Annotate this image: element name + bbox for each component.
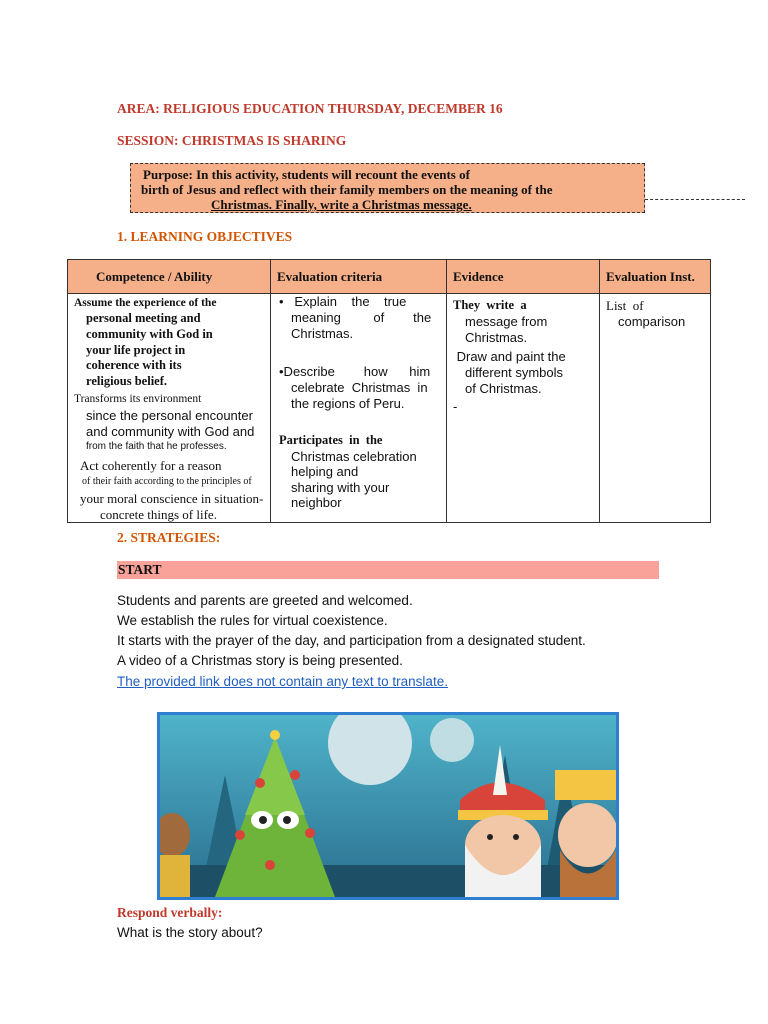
criteria-text: the regions of Peru. — [291, 396, 405, 411]
christmas-scene-illustration — [160, 715, 616, 897]
competence-text: concrete things of life. — [100, 507, 217, 522]
criteria-text: neighbor — [291, 495, 342, 510]
evidence-text: different symbols — [465, 365, 564, 380]
start-section-bar: START — [117, 561, 659, 579]
evidence-text: Draw and paint the — [453, 349, 566, 364]
competence-text: Transforms its environment — [74, 393, 202, 405]
evidence-text: - — [453, 399, 458, 414]
header-evidence: Evidence — [447, 260, 600, 294]
list-item: A video of a Christmas story is being presented. — [117, 653, 403, 668]
criteria-text: Participates in the — [279, 433, 383, 447]
competence-text: community with God in — [86, 327, 213, 341]
area-title: AREA: RELIGIOUS EDUCATION THURSDAY, DECEMBER 16 — [117, 101, 503, 116]
table-header-row — [68, 260, 711, 294]
competence-text: religious belief. — [86, 374, 168, 388]
header-instrument: Evaluation Inst. — [600, 260, 711, 294]
evidence-text: They write a — [453, 298, 527, 312]
competence-text: and community with God and — [86, 424, 255, 439]
table-row — [68, 294, 711, 523]
purpose-line-1: Purpose: In this activity, students will recount the events of — [143, 167, 470, 182]
second-king-icon — [555, 770, 616, 897]
purpose-dashed-line — [645, 199, 745, 200]
criteria-text: Christmas. — [291, 326, 354, 341]
criteria-text: celebrate Christmas in — [291, 380, 428, 395]
criteria-text: •Describe how him — [279, 364, 431, 379]
competence-text: of their faith according to the principles of — [82, 476, 252, 487]
competence-text: from the faith that he professes. — [86, 441, 227, 452]
list-item: It starts with the prayer of the day, and participation from a designated student. — [117, 633, 586, 648]
third-character-icon — [160, 813, 190, 897]
competence-text: personal meeting and — [86, 311, 201, 325]
evidence-text: Christmas. — [465, 330, 528, 345]
list-item: We establish the rules for virtual coexistence. — [117, 613, 388, 628]
competence-text: Assume the experience of the — [74, 297, 217, 309]
purpose-line-2: birth of Jesus and reflect with their family members on the meaning of the — [141, 182, 553, 197]
evidence-text: of Christmas. — [465, 381, 542, 396]
criteria-text: helping and — [291, 464, 359, 479]
competence-text: Act coherently for a reason — [80, 458, 222, 473]
criteria-text: sharing with your — [291, 480, 390, 495]
instrument-text: List of — [606, 298, 644, 313]
instrument-cell — [600, 294, 711, 523]
objectives-heading: 1. LEARNING OBJECTIVES — [117, 229, 293, 244]
session-title: SESSION: CHRISTMAS IS SHARING — [117, 133, 347, 148]
evidence-cell — [447, 294, 600, 523]
header-criteria: Evaluation criteria — [271, 260, 447, 294]
criteria-cell — [271, 294, 447, 523]
competence-text: since the personal encounter — [86, 408, 253, 423]
video-link[interactable]: The provided link does not contain any text to translate. — [117, 674, 448, 689]
purpose-line-3: Christmas. Finally, write a Christmas message. — [211, 197, 472, 212]
learning-objectives-table — [67, 259, 711, 523]
competence-text: your moral conscience in situation- — [80, 491, 264, 506]
story-question: What is the story about? — [117, 925, 263, 940]
competence-text: your life project in — [86, 343, 186, 357]
list-item: Students and parents are greeted and welcomed. — [117, 593, 413, 608]
respond-verbally-label: Respond verbally: — [117, 905, 223, 920]
header-competence: Competence / Ability — [68, 260, 271, 294]
strategies-heading: 2. STRATEGIES: — [117, 530, 221, 545]
purpose-box — [130, 163, 645, 213]
criteria-text: Christmas celebration — [291, 449, 417, 464]
competence-text: coherence with its — [86, 358, 182, 372]
instrument-text: comparison — [618, 314, 686, 329]
criteria-text: • Explain the true — [279, 294, 407, 309]
competence-cell — [68, 294, 271, 523]
christmas-story-image[interactable] — [157, 712, 619, 900]
evidence-text: message from — [465, 314, 548, 329]
criteria-text: meaning of the — [291, 310, 432, 325]
